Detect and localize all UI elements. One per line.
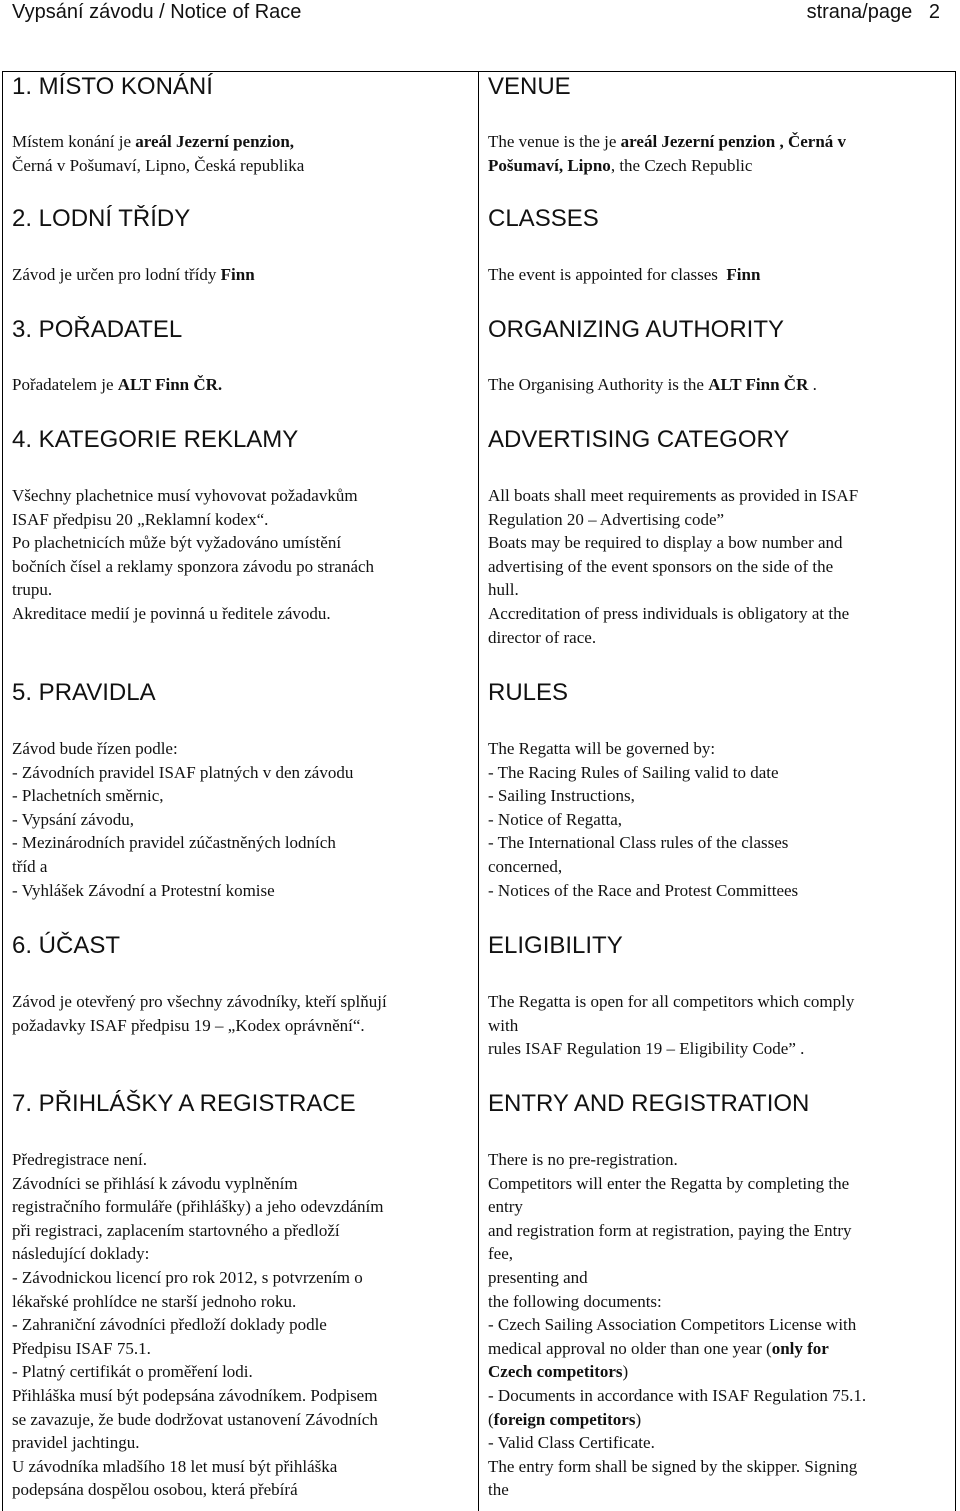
text-line: - Platný certifikát o proměření lodi. <box>12 1362 253 1382</box>
text-line: The Regatta will be governed by: <box>488 739 716 758</box>
text-line: hull. <box>488 580 519 600</box>
text-line: - Mezinárodních pravidel zúčastněných lodních <box>12 833 336 853</box>
section-5-en-text <box>488 737 950 902</box>
text-line: Accreditation of press individuals is obligatory at the <box>488 603 850 623</box>
section-1-en <box>488 73 950 101</box>
section-4-cz <box>12 426 474 454</box>
text-line: se zavazuje, že bude dodržovat ustanovení Závodních <box>12 1409 378 1429</box>
text-line: Akreditace medií je povinná u ředitele závodu. <box>12 603 331 623</box>
section-6-en-text <box>488 990 950 1061</box>
text-line: presenting and <box>488 1267 588 1287</box>
section-4-cz-text <box>12 484 474 626</box>
section-1-cz-text: Místem konání je areál Jezerní penzion, Černá v Pošumaví, Lipno, Česká republika <box>12 132 305 175</box>
section-heading: ENTRY AND REGISTRATION <box>488 1090 810 1117</box>
section-heading: 3. POŘADATEL <box>12 316 183 343</box>
text-line: Všechny plachetnice musí vyhovovat požadavkům <box>12 486 358 505</box>
section-5-cz <box>12 679 474 707</box>
section-heading: 6. ÚČAST <box>12 932 121 959</box>
text-line: Závodníci se přihlásí k závodu vyplněním <box>12 1173 298 1193</box>
text-line: - Notice of Regatta, <box>488 809 623 829</box>
section-5-cz-text <box>12 737 474 902</box>
text-line: bočních čísel a reklamy sponzora závodu po stranách <box>12 556 375 576</box>
section-1-cz <box>12 73 474 101</box>
text-line: podepsána dospělou osobou, která přebírá <box>12 1480 298 1500</box>
section-3-en <box>488 316 950 344</box>
section-2-cz-text: Závod je určen pro lodní třídy Finn <box>12 265 255 284</box>
text-line: - Sailing Instructions, <box>488 786 635 806</box>
text-line: - Plachetních směrnic, <box>12 786 164 806</box>
section-heading: VENUE <box>488 73 571 100</box>
section-2-cz <box>12 205 474 233</box>
text-line: rules ISAF Regulation 19 – Eligibility Code” . <box>488 1039 805 1059</box>
text-line: Předpisu ISAF 75.1. <box>12 1338 151 1358</box>
page-indicator: strana/page 2 <box>806 1 940 23</box>
text-line: Přihláška musí být podepsána závodníkem. Podpisem <box>12 1385 378 1405</box>
text-line: - Závodnickou licencí pro rok 2012, s potvrzením o <box>12 1267 363 1287</box>
column-divider <box>478 71 479 1511</box>
section-heading: 1. MÍSTO KONÁNÍ <box>12 73 213 100</box>
text-line: (foreign competitors) <box>488 1409 642 1429</box>
section-6-cz-text <box>12 990 474 1037</box>
text-line: Regulation 20 – Advertising code” <box>488 509 725 529</box>
text-line: lékařské prohlídce ne starší jednoho roku. <box>12 1291 297 1311</box>
section-heading: 4. KATEGORIE REKLAMY <box>12 426 299 453</box>
text-line: Competitors will enter the Regatta by completing the <box>488 1173 850 1193</box>
text-line: Czech competitors) <box>488 1362 629 1382</box>
text-line: Závod je otevřený pro všechny závodníky, kteří splňují <box>12 992 387 1011</box>
section-7-en-text <box>488 1148 950 1502</box>
section-7-cz <box>12 1090 474 1118</box>
text-line: director of race. <box>488 627 597 647</box>
text-line: - Valid Class Certificate. <box>488 1433 655 1453</box>
section-heading: 7. PŘIHLÁŠKY A REGISTRACE <box>12 1090 356 1117</box>
section-3-cz-text: Pořadatelem je ALT Finn ČR. <box>12 375 223 394</box>
document-title: Vypsání závodu / Notice of Race <box>12 1 302 23</box>
text-line: Závod bude řízen podle: <box>12 739 178 758</box>
section-heading: ELIGIBILITY <box>488 932 623 959</box>
section-heading: CLASSES <box>488 205 599 232</box>
text-line: fee, <box>488 1244 514 1264</box>
text-line: - The International Class rules of the classes <box>488 833 789 853</box>
text-line: registračního formuláře (přihlášky) a jeho odevzdáním <box>12 1197 384 1217</box>
section-4-en-text <box>488 484 950 649</box>
text-line: - Notices of the Race and Protest Committees <box>488 880 799 900</box>
section-heading: RULES <box>488 679 569 706</box>
section-4-en <box>488 426 950 454</box>
text-line: následující doklady: <box>12 1244 150 1264</box>
text-line: entry <box>488 1197 523 1217</box>
text-line: All boats shall meet requirements as provided in ISAF <box>488 486 859 505</box>
text-line: Předregistrace není. <box>12 1150 147 1169</box>
text-line: požadavky ISAF předpisu 19 – „Kodex oprávnění“. <box>12 1015 365 1035</box>
text-line: The entry form shall be signed by the skipper. Signing <box>488 1456 858 1476</box>
section-1-en-text: The venue is the je areál Jezerní penzion , Černá v Pošumaví, Lipno, the Czech Republic <box>488 132 847 175</box>
text-line: Po plachetnicích může být vyžadováno umístění <box>12 533 342 553</box>
section-7-cz-text <box>12 1148 474 1502</box>
text-line: - Zahraniční závodníci předloží doklady podle <box>12 1315 327 1335</box>
text-line: - Vyhlášek Závodní a Protestní komise <box>12 880 275 900</box>
section-2-en <box>488 205 950 233</box>
text-line: tříd a <box>12 856 48 876</box>
text-line: concerned, <box>488 856 563 876</box>
text-line: U závodníka mladšího 18 let musí být přihláška <box>12 1456 338 1476</box>
section-7-en <box>488 1090 950 1118</box>
section-3-cz <box>12 316 474 344</box>
section-6-cz <box>12 932 474 960</box>
text-line: při registraci, zaplacením startovného a předloží <box>12 1220 340 1240</box>
section-heading: ORGANIZING AUTHORITY <box>488 316 785 343</box>
section-6-en <box>488 932 950 960</box>
text-line: There is no pre-registration. <box>488 1150 678 1169</box>
text-line: trupu. <box>12 580 53 600</box>
text-line: - Czech Sailing Association Competitors License with <box>488 1315 857 1335</box>
section-3-en-text: The Organising Authority is the ALT Finn ČR . <box>488 375 817 394</box>
section-heading: 2. LODNÍ TŘÍDY <box>12 205 191 232</box>
text-line: pravidel jachtingu. <box>12 1433 140 1453</box>
text-line: ISAF předpisu 20 „Reklamní kodex“. <box>12 509 269 529</box>
text-line: medical approval no older than one year (only for <box>488 1338 829 1358</box>
text-line: with <box>488 1015 519 1035</box>
section-heading: ADVERTISING CATEGORY <box>488 426 790 453</box>
text-line: the following documents: <box>488 1291 662 1311</box>
text-line: advertising of the event sponsors on the side of the <box>488 556 834 576</box>
text-line: - Documents in accordance with ISAF Regulation 75.1. <box>488 1385 867 1405</box>
text-line: the <box>488 1480 509 1500</box>
text-line: The Regatta is open for all competitors which comply <box>488 992 855 1011</box>
section-heading: 5. PRAVIDLA <box>12 679 156 706</box>
page-header <box>12 0 948 24</box>
section-2-en-text: The event is appointed for classes Finn <box>488 265 761 284</box>
text-line: - The Racing Rules of Sailing valid to date <box>488 762 779 782</box>
section-5-en <box>488 679 950 707</box>
text-line: - Vypsání závodu, <box>12 809 134 829</box>
text-line: and registration form at registration, paying the Entry <box>488 1220 852 1240</box>
text-line: Boats may be required to display a bow number and <box>488 533 843 553</box>
text-line: - Závodních pravidel ISAF platných v den závodu <box>12 762 354 782</box>
